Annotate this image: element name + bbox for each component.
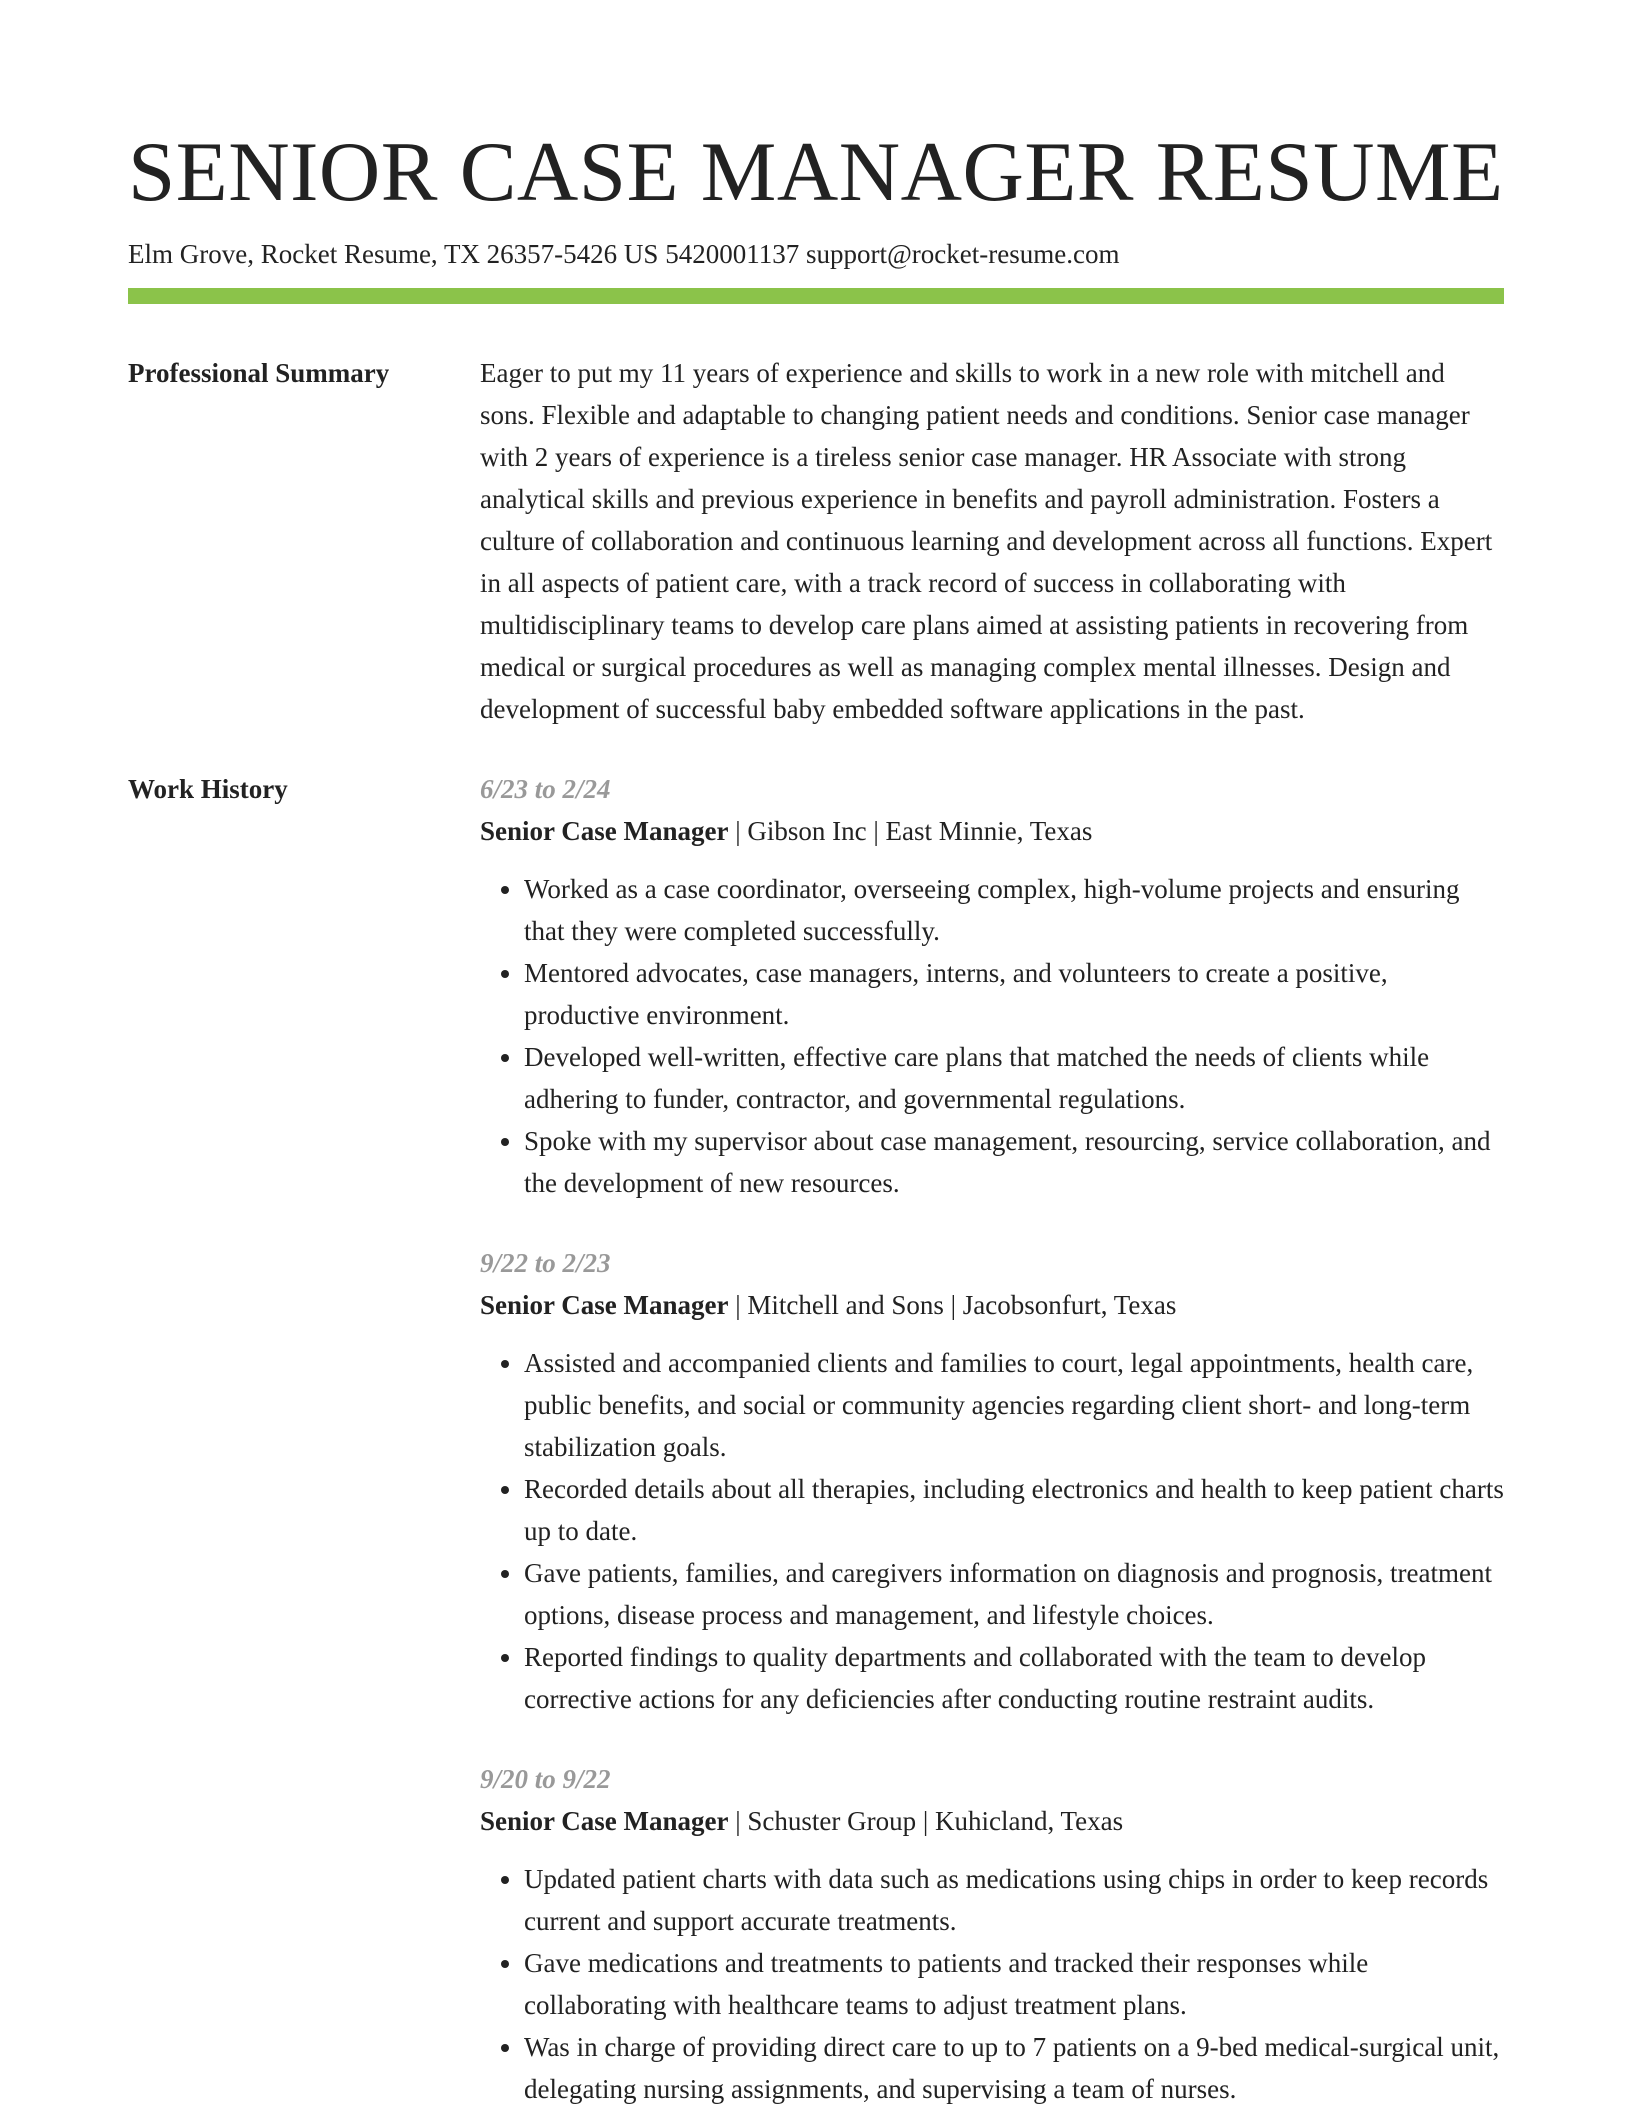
job-bullet-list [480,1342,1504,1720]
summary-text: Eager to put my 11 years of experience and skills to work in a new role with mitchell and sons. Flexible and adaptable to changing patient needs and conditions. Senior case manager with 2 years of experience is a tireless senior case manager. HR Associate with strong analytical skills and previous experience in benefits and payroll administration. Fosters a culture of collaboration and continuous learning and development across all functions. Expert in all aspects of patient care, with a track record of success in collaborating with multidisciplinary teams to develop care plans aimed at assisting patients in recovering from medical or surgical procedures as well as managing complex mental illnesses. Design and development of successful baby embedded software applications in the past. [480,358,1493,724]
job-heading [480,810,1504,852]
job-entry [480,768,1504,1204]
summary-body [480,352,1504,730]
job-bullet-list [480,868,1504,1204]
job-bullet: • Was in charge of providing direct care to up to 7 patients on a 9-bed medical-surgical unit, delegating nursing assignments, and supervising a team of nurses. [524,2026,1504,2110]
job-bullet: • Gave patients, families, and caregivers information on diagnosis and prognosis, treatment options, disease process and management, and lifestyle choices. [524,1552,1504,1636]
section-label-work-history: Work History [128,774,288,804]
work-history-section [128,768,1504,2110]
work-history-body [480,768,1504,2110]
job-bullet: • Spoke with my supervisor about case management, resourcing, service collaboration, and the development of new resources. [524,1120,1504,1204]
job-bullet-list [480,1858,1504,2110]
job-heading [480,1284,1504,1326]
contact-line: Elm Grove, Rocket Resume, TX 26357-5426 US 5420001137 support@rocket-resume.com [128,239,1120,269]
job-entry [480,1242,1504,1720]
job-title: Senior Case Manager [480,1290,729,1320]
accent-divider [128,288,1504,304]
job-dates: 6/23 to 2/24 [480,774,611,804]
job-bullet: • Assisted and accompanied clients and families to court, legal appointments, health care, public benefits, and social or community agencies regarding client short- and long-term stabilization goals. [524,1342,1504,1468]
job-company-location: | Schuster Group | Kuhicland, Texas [728,1806,1124,1836]
job-company-location: | Gibson Inc | East Minnie, Texas [728,816,1093,846]
job-bullet: • Recorded details about all therapies, including electronics and health to keep patient charts up to date. [524,1468,1504,1552]
job-bullet: • Worked as a case coordinator, overseeing complex, high-volume projects and ensuring that they were completed successfully. [524,868,1504,952]
job-title: Senior Case Manager [480,816,729,846]
job-heading [480,1800,1504,1842]
job-dates: 9/22 to 2/23 [480,1248,611,1278]
job-bullet: • Gave medications and treatments to patients and tracked their responses while collaborating with healthcare teams to adjust treatment plans. [524,1942,1504,2026]
job-dates: 9/20 to 9/22 [480,1764,611,1794]
job-entry [480,1758,1504,2110]
job-title: Senior Case Manager [480,1806,729,1836]
professional-summary-section [128,352,1504,730]
job-bullet: • Mentored advocates, case managers, interns, and volunteers to create a positive, productive environment. [524,952,1504,1036]
job-bullet: • Updated patient charts with data such as medications using chips in order to keep records current and support accurate treatments. [524,1858,1504,1942]
page-title: SENIOR CASE MANAGER RESUME [128,125,1504,219]
job-bullet: • Developed well-written, effective care plans that matched the needs of clients while adhering to funder, contractor, and governmental regulations. [524,1036,1504,1120]
job-company-location: | Mitchell and Sons | Jacobsonfurt, Texas [728,1290,1177,1320]
resume-header [128,120,1504,304]
job-bullet: • Reported findings to quality departments and collaborated with the team to develop corrective actions for any deficiencies after conducting routine restraint audits. [524,1636,1504,1720]
section-label-summary: Professional Summary [128,358,390,388]
